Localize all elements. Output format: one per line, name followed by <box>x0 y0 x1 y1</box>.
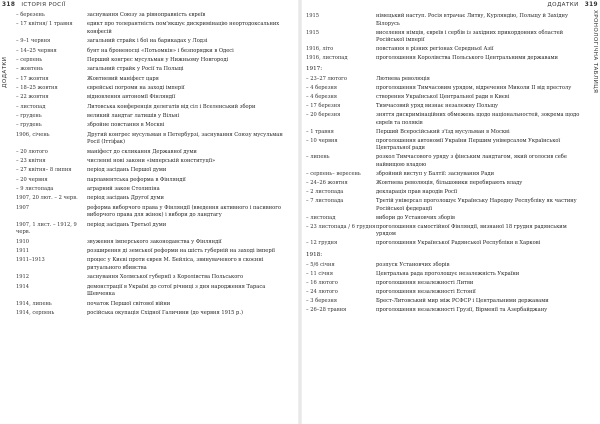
entry-date: 1911–1913 <box>16 257 45 264</box>
entry-date: 1915 <box>306 29 320 36</box>
entry-date: 1911 <box>16 247 30 254</box>
entry-event: Лютнева революція <box>376 75 430 82</box>
entry-event: період засідань Третьої думи <box>87 221 167 228</box>
entry-date: 1914 <box>16 283 30 290</box>
entry-event: відновлення автономії Фінляндії <box>87 94 176 101</box>
timeline-entry <box>16 94 294 102</box>
right-page <box>302 0 600 424</box>
left-timeline <box>16 12 294 319</box>
entry-date: 1907, 20 лют. – 2 черв. <box>16 195 78 202</box>
timeline-entry <box>306 55 584 63</box>
timeline-entry <box>306 171 584 179</box>
timeline-entry <box>16 122 294 130</box>
entry-date: – 3 березня <box>306 298 338 304</box>
entry-event: проголошення незалежності Литви <box>376 279 474 286</box>
timeline-entry <box>16 222 294 237</box>
entry-date: – 17 квітня/ 1 травня <box>16 21 73 28</box>
left-running-title: ІСТОРІЯ РОСІЇ <box>21 2 66 8</box>
timeline-entry <box>306 76 584 84</box>
timeline-entry <box>16 76 294 84</box>
right-running-head <box>547 2 598 8</box>
entry-event: проголошення незалежності Грузії, Вірменії та Азербайджану <box>376 307 548 314</box>
timeline-entry <box>16 149 294 157</box>
entry-date: – 5/6 січня <box>306 261 335 268</box>
entry-event: Центральна рада проголошує незалежність України <box>376 270 520 277</box>
entry-event: проголошення самостійної Фінляндії, визнаної 18 грудня радянським урядом <box>376 223 567 238</box>
timeline-entry <box>306 103 584 111</box>
timeline-entry <box>16 57 294 65</box>
entry-event: проголошення автономії України Першим універсалом Української Центральної ради <box>376 137 561 152</box>
entry-date: – березень <box>16 12 45 18</box>
entry-date: – 9–1 червня <box>16 38 51 45</box>
timeline-entry <box>306 94 584 102</box>
entry-date: – 1 травня <box>306 128 334 135</box>
entry-event: Тимчасовий уряд визнає незалежну Польщу <box>376 102 499 109</box>
entry-event: реформа виборчого права у Фінляндії (введення активного і пасивного виборчого права для жінок) і вибори до ландтагу <box>87 204 281 219</box>
timeline-entry <box>16 284 294 299</box>
entry-event: заснування Холмської губернії з Королівства Польського <box>87 274 244 281</box>
entry-date: – 16 лютого <box>306 279 338 286</box>
entry-date: 1912 <box>16 274 30 281</box>
entry-date: – липень <box>306 154 330 161</box>
timeline-entry <box>16 21 294 36</box>
entry-event: збройний виступ у Балтії: заснування Ради <box>376 170 495 177</box>
entry-event: розширення ді земської реформи на шість губерній на заході імперії <box>87 247 275 254</box>
timeline-entry <box>16 48 294 56</box>
entry-date: 1907 <box>16 204 30 211</box>
timeline-entry <box>16 66 294 74</box>
entry-event: Жовтневий маніфест царя <box>87 75 159 82</box>
entry-date: – листопад <box>16 103 46 110</box>
entry-date: – 20 червня <box>16 176 48 183</box>
timeline-section-1917 <box>306 76 584 248</box>
left-page-number: 318 <box>2 2 16 8</box>
entry-date: – грудень <box>16 122 42 129</box>
entry-date: 1916, літо <box>306 46 334 53</box>
entry-date: – 23 листопада / 6 грудня <box>306 223 376 230</box>
entry-date: 1915 <box>306 13 320 19</box>
entry-date: 1914, серпень <box>16 309 55 316</box>
entry-event: едикт про толерантність пом'якшує дискримінацію неортодоксальних конфесій <box>87 21 280 35</box>
entry-date: – 10 червня <box>306 137 338 144</box>
entry-date: – 20 березня <box>306 112 341 118</box>
entry-event: Перший Всеросійський з'їзд мусульман в Москві <box>376 128 510 135</box>
timeline-entry <box>306 46 584 54</box>
timeline-entry <box>306 154 584 169</box>
entry-date: – серпень– вересень <box>306 170 361 177</box>
right-running-title: ДОДАТКИ <box>547 2 579 8</box>
left-side-label-text: ДОДАТКИ <box>2 56 8 88</box>
timeline-entry <box>16 186 294 194</box>
timeline-entry <box>306 198 584 213</box>
timeline-entry <box>16 274 294 282</box>
entry-event: процес у Києві проти єврея М. Бейліса, звинуваченого в скоєнні ритуального вбивства <box>87 257 264 271</box>
entry-event: аграрний закон Столипіна <box>87 186 160 193</box>
entry-event: загальний страйк у Росії та Польщі <box>87 66 184 73</box>
timeline-entry <box>306 298 584 306</box>
timeline-entry <box>16 113 294 121</box>
entry-event: повстання в різних регіонах Середньої Азії <box>376 46 494 53</box>
entry-event: німецький наступ. Росія втрачає Литву, Курляндію, Польщу й Західну Білорусь <box>376 13 568 27</box>
entry-date: – 26–28 травня <box>306 307 347 314</box>
entry-date: – 23–27 лютого <box>306 75 347 82</box>
timeline-entry <box>306 307 584 315</box>
timeline-entry <box>16 158 294 166</box>
entry-event: демонстрації в Україні до сотої річниці з дня народження Тараса Шевченка <box>87 283 266 298</box>
entry-date: – 17 жовтня <box>16 75 49 82</box>
entry-date: 1914, липень <box>16 300 52 307</box>
timeline-entry <box>306 129 584 137</box>
timeline-entry <box>16 12 294 20</box>
entry-date: – 20 лютого <box>16 148 48 155</box>
entry-date: – 27 квітня– 8 липня <box>16 167 72 174</box>
entry-event: розкол Тимчасового уряду з фінським ландтагом, який оголосив себе найвищою владою <box>376 154 567 168</box>
timeline-entry <box>306 112 584 127</box>
timeline-entry <box>306 180 584 188</box>
timeline-entry <box>16 132 294 147</box>
timeline-entry <box>16 167 294 175</box>
timeline-entry <box>16 239 294 247</box>
entry-date: – 24 лютого <box>306 288 338 295</box>
entry-event: Другий конгрес мусульман в Петербурзі, заснування Союзу мусульман Росії (Іттіфак) <box>87 131 283 146</box>
entry-event: парламентська реформа в Фінляндії <box>87 176 186 183</box>
timeline-entry <box>16 310 294 318</box>
right-timeline <box>306 13 584 316</box>
timeline-entry <box>16 205 294 220</box>
entry-event: період засідань Другої думи <box>87 195 164 202</box>
entry-date: – 7 листопада <box>306 198 344 204</box>
timeline-entry <box>16 248 294 256</box>
year-heading-1918: 1918: <box>306 251 323 258</box>
entry-event: заснування Союзу за рівноправність євреїв <box>87 12 206 18</box>
entry-event: розпуск Установчих зборів <box>376 261 450 268</box>
entry-event: декларація прав народів Росії <box>376 188 458 195</box>
entry-event: збройне повстання в Москві <box>87 122 165 129</box>
right-page-number: 319 <box>584 2 598 8</box>
timeline-entry <box>306 85 584 93</box>
entry-date: – 4 березня <box>306 93 338 100</box>
entry-event: російська окупація Східної Галичини (до червня 1915 р.) <box>87 309 243 316</box>
timeline-entry <box>16 104 294 112</box>
entry-event: зняття дискримінаційних обмежень щодо національностей, зокрема щодо євреїв та поляків <box>376 112 580 126</box>
timeline-entry <box>306 30 584 45</box>
timeline-entry <box>306 289 584 297</box>
entry-date: – листопад <box>306 214 336 221</box>
timeline-entry <box>306 224 584 239</box>
entry-event: вибори до Установчих зборів <box>376 214 455 221</box>
timeline-entry <box>306 189 584 197</box>
timeline-entry <box>16 177 294 185</box>
entry-date: – 18–25 жовтня <box>16 85 58 91</box>
entry-event: Третій універсал проголошує Українську Народну Республіку як частину Російської федерації <box>376 198 577 212</box>
entry-date: – грудень <box>16 113 42 120</box>
entry-event: бунт на броненосці «Потьомкін» і безпорядки в Одесі <box>87 47 234 54</box>
timeline-entry <box>306 271 584 279</box>
entry-date: 1916, листопад <box>306 55 348 62</box>
entry-event: проголошення Української Радянської Республіки в Харкові <box>376 240 541 247</box>
entry-event: Литовська конференція делегатів від сіл і Вселенський збори <box>87 103 256 110</box>
entry-event: період засідань Першої думи <box>87 167 167 174</box>
left-page <box>0 0 298 424</box>
left-running-head <box>2 2 66 8</box>
timeline-section-1915-1916 <box>306 13 584 63</box>
entry-date: 1910 <box>16 238 30 245</box>
entry-date: 1906, січень <box>16 131 50 138</box>
year-heading-1917: 1917: <box>306 65 323 72</box>
timeline-entry <box>306 262 584 270</box>
timeline-entry <box>306 13 584 28</box>
entry-event: Жовтнева революція, більшовики перебирають владу <box>376 179 523 186</box>
entry-event: Брест-Литовський мир між РСФСР і Центральними державами <box>376 298 549 304</box>
entry-event: численні нові закони «імперській конституції» <box>87 158 216 164</box>
entry-event: єврейські погроми на заході імперії <box>87 85 185 91</box>
entry-event: створення Української Центральної ради в Києві <box>376 93 510 100</box>
timeline-entry <box>16 195 294 203</box>
timeline-entry <box>306 280 584 288</box>
timeline-entry <box>306 138 584 153</box>
entry-date: – 9 листопада <box>16 186 54 193</box>
entry-date: – 11 січня <box>306 270 333 277</box>
entry-date: – 14–25 червня <box>16 47 57 54</box>
entry-date: 1907, 1 лист. – 1912, 9 черв. <box>16 221 77 236</box>
right-side-label-text: ХРОНОЛОГІЧНА ТАБЛИЦЯ <box>592 10 598 94</box>
entry-date: – 4 березня <box>306 84 338 91</box>
timeline-entry <box>16 38 294 46</box>
entry-date: – 23 квітня <box>16 158 46 164</box>
entry-date: – 12 грудня <box>306 240 338 247</box>
entry-date: – серпень <box>16 56 43 63</box>
entry-event: проголошення незалежності Естонії <box>376 288 476 295</box>
timeline-entry <box>16 85 294 93</box>
timeline-section-1918 <box>306 262 584 315</box>
timeline-entry <box>16 301 294 309</box>
timeline-entry <box>16 257 294 272</box>
timeline-entry <box>306 215 584 223</box>
entry-event: великий ландтаг латишів у Вільні <box>87 113 180 120</box>
entry-date: – 24–26 жовтня <box>306 179 348 186</box>
entry-date: – жовтень <box>16 66 44 73</box>
entry-event: проголошення Тимчасовим урядом, відречення Миколи II від престолу <box>376 84 572 91</box>
entry-date: – 17 березня <box>306 102 341 109</box>
timeline-entry <box>306 240 584 248</box>
entry-event: звуження імперського законодавства у Фінляндії <box>87 238 222 245</box>
entry-date: – 22 жовтня <box>16 94 49 101</box>
entry-date: – 2 листопада <box>306 188 344 195</box>
entry-event: початок Першої світової війни <box>87 300 171 307</box>
entry-event: маніфест до скликання Державної думи <box>87 148 197 155</box>
entry-event: виселення німців, євреїв і сербів із західних прикордонних областей Російської імперії <box>376 29 564 44</box>
entry-event: Перший конгрес мусульман у Нижньому Новгороді <box>87 56 229 63</box>
entry-event: загальний страйк і бої на барикадах у Лодзі <box>87 38 208 45</box>
entry-event: проголошення Королівства Польського Центральними державами <box>376 55 558 62</box>
